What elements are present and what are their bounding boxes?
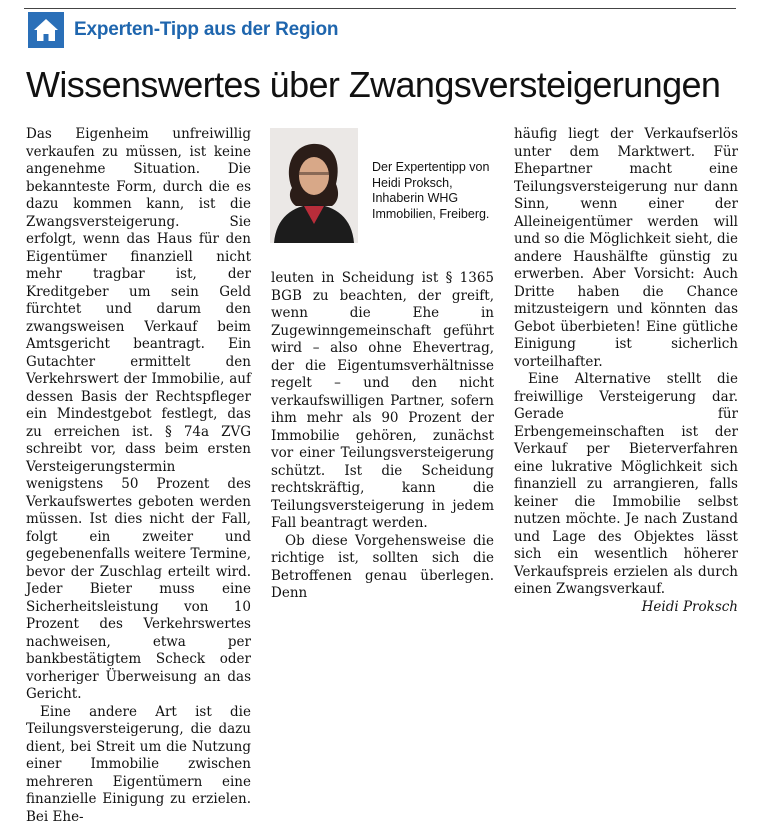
section-title: Experten-Tipp aus der Region <box>74 19 338 41</box>
paragraph-1: Das Eigenheim unfreiwillig verkaufen zu müssen, ist keine angenehme Situation. Die bekannteste Form, durch die es dazu kommen kann, ist die Zwangsversteigerung. Sie erfolgt, wenn das Haus für den Eigentümer finanziell nicht mehr tragbar ist, der Kreditgeber um sein Geld fürchtet und darum den zwangsweisen Verkauf beim Amtsgericht beantragt. Ein Gutachter ermittelt den Verkehrswert der Immobilie, auf dessen Basis der Rechtspfleger ein Mindestgebot festlegt, das zu erreichen ist. § 74a ZVG schreibt vor, dass beim ersten Versteigerungstermin wenigstens 50 Prozent des Verkaufswertes geboten werden müssen. Ist dies nicht der Fall, folgt ein zweiter und gegebenenfalls weitere Termine, bevor der Zuschlag erteilt wird. Jeder Bieter muss eine Sicherheitsleistung von 10 Prozent des Verkehrswertes nachweisen, etwa per bankbestätigtem Scheck oder vorheriger Überweisung an das Gericht. <box>26 126 251 704</box>
author-signature: Heidi Proksch <box>628 599 738 617</box>
article-column-1 <box>26 126 251 826</box>
paragraph-2-end: leuten in Scheidung ist § 1365 BGB zu beachten, der greift, wenn die Ehe in Zugewinngemeinschaft geführt wird – also ohne Ehevertrag, der die Eigentumsverhältnisse regelt – und den nicht verkaufswilligen Partner, sofern ihm mehr als 90 Prozent der Immobilie gehören, zunächst vor einer Teilungsversteigerung schützt. Ist die Scheidung rechtskräftig, kann die Teilungsversteigerung in jedem Fall beantragt werden. <box>271 270 494 533</box>
paragraph-3-end: häufig liegt der Verkaufserlös unter dem Marktwert. Für Ehepartner macht eine Teilungsversteigerung nur dann Sinn, wenn einer der Alleineigentümer werden will und so die Möglichkeit sieht, die andere Haushälfte günstig zu erwerben. Aber Vorsicht: Auch Dritte haben die Chance mitzusteigern und könnten das Gebot überbieten! Eine gütliche Einigung ist sicherlich vorteilhafter. <box>514 126 738 371</box>
article-column-3 <box>514 126 738 616</box>
top-rule <box>24 8 736 9</box>
paragraph-4: Eine Alternative stellt die freiwillige Versteigerung dar. Gerade für Erbengemeinschaften ist der Verkauf per Bieterverfahren eine lukrative Möglichkeit sich finanziell zu arrangieren, falls keiner die Immobilie selbst nutzen möchte. Je nach Zustand und Lage des Objektes lässt sich ein wesentlich höherer Verkaufspreis erzielen als durch einen Zwangsverkauf. Heidi Proksch <box>514 371 738 599</box>
paragraph-3-start: Ob diese Vorgehensweise die richtige ist, sollten sich die Betroffenen genau überlegen. Denn <box>271 533 494 603</box>
house-icon <box>28 12 64 48</box>
author-photo <box>270 128 358 243</box>
headline: Wissenswertes über Zwangsversteigerungen <box>26 64 720 106</box>
article-column-2 <box>271 270 494 603</box>
paragraph-2-start: Eine andere Art ist die Teilungsversteigerung, die dazu dient, bei Streit um die Nutzung einer Immobilie zwischen mehreren Eigentümern eine finanzielle Einigung zu erzielen. Bei Ehe- <box>26 704 251 826</box>
photo-caption: Der Expertentipp von Heidi Proksch, Inhaberin WHG Immobilien, Freiberg. <box>372 160 496 222</box>
section-header <box>28 12 338 48</box>
